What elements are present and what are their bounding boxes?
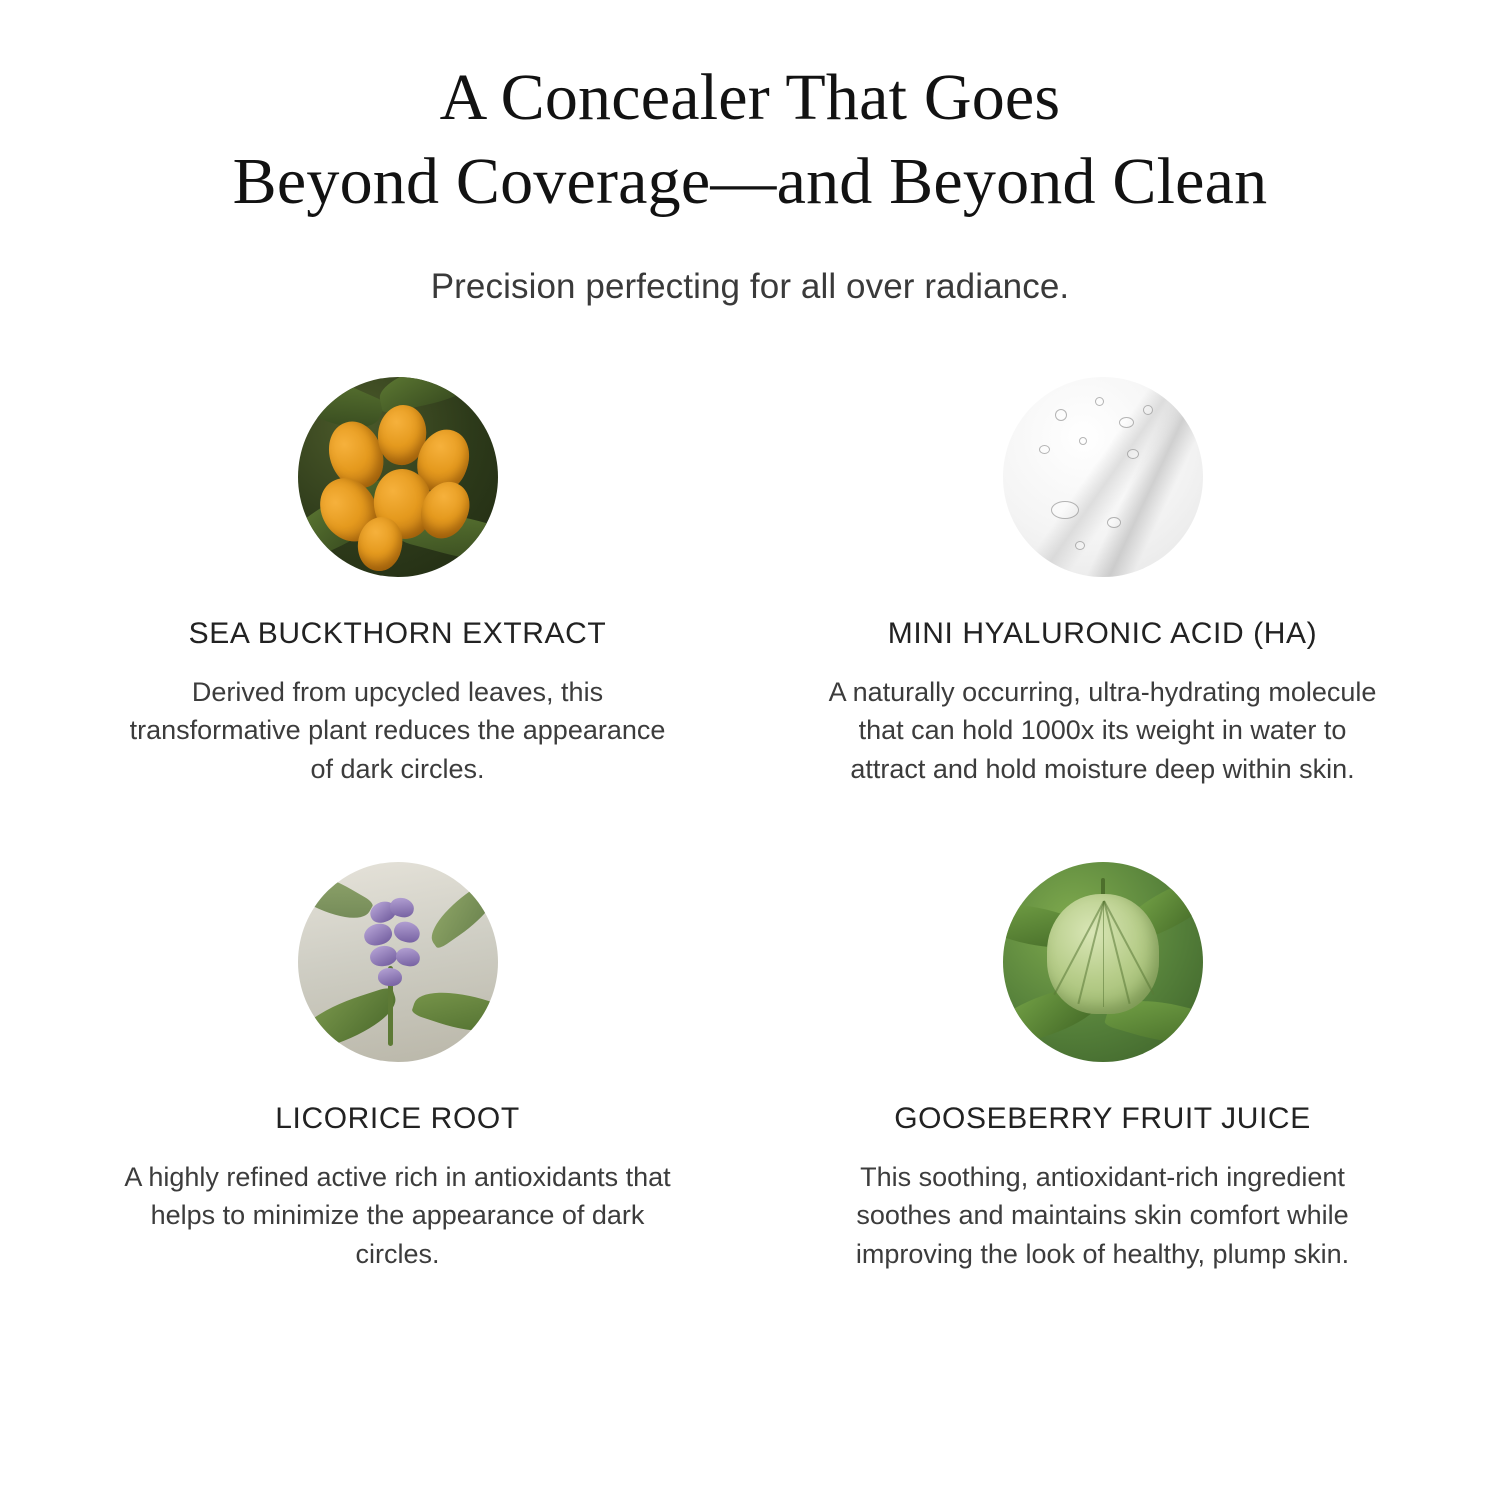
ingredient-title: LICORICE ROOT [275,1101,520,1135]
ingredient-title: MINI HYALURONIC ACID (HA) [887,616,1318,650]
page-subtitle: Precision perfecting for all over radiance. [430,266,1070,306]
sea-buckthorn-berries-image [298,377,498,577]
ingredient-card-licorice-root [60,862,735,1273]
licorice-root-flower-image [298,862,498,1062]
page-title-line-1: A Concealer That Goes [439,61,1061,134]
ingredient-description: A naturally occurring, ultra-hydrating molecule that can hold 1000x its weight in water to attract and hold moisture deep within skin. [828,676,1377,784]
ingredient-description: A highly refined active rich in antioxidants that helps to minimize the appearance of dark circles. [124,1161,671,1269]
gooseberry-fruit-image [1003,862,1203,1062]
ingredient-card-sea-buckthorn [60,377,735,788]
ingredient-card-gooseberry [765,862,1440,1273]
ingredient-description: Derived from upcycled leaves, this transformative plant reduces the appearance of dark circles. [129,676,666,784]
hyaluronic-acid-gel-image [1003,377,1203,577]
ingredient-card-hyaluronic-acid [765,377,1440,788]
ingredient-title: GOOSEBERRY FRUIT JUICE [894,1101,1311,1135]
page-title-line-2: Beyond Coverage—and Beyond Clean [232,145,1268,219]
ingredient-grid [60,377,1440,1273]
page-title [60,56,1440,225]
ingredient-description: This soothing, antioxidant-rich ingredient soothes and maintains skin comfort while improving the look of healthy, plump skin. [855,1161,1350,1269]
ingredient-title: SEA BUCKTHORN EXTRACT [188,616,607,650]
